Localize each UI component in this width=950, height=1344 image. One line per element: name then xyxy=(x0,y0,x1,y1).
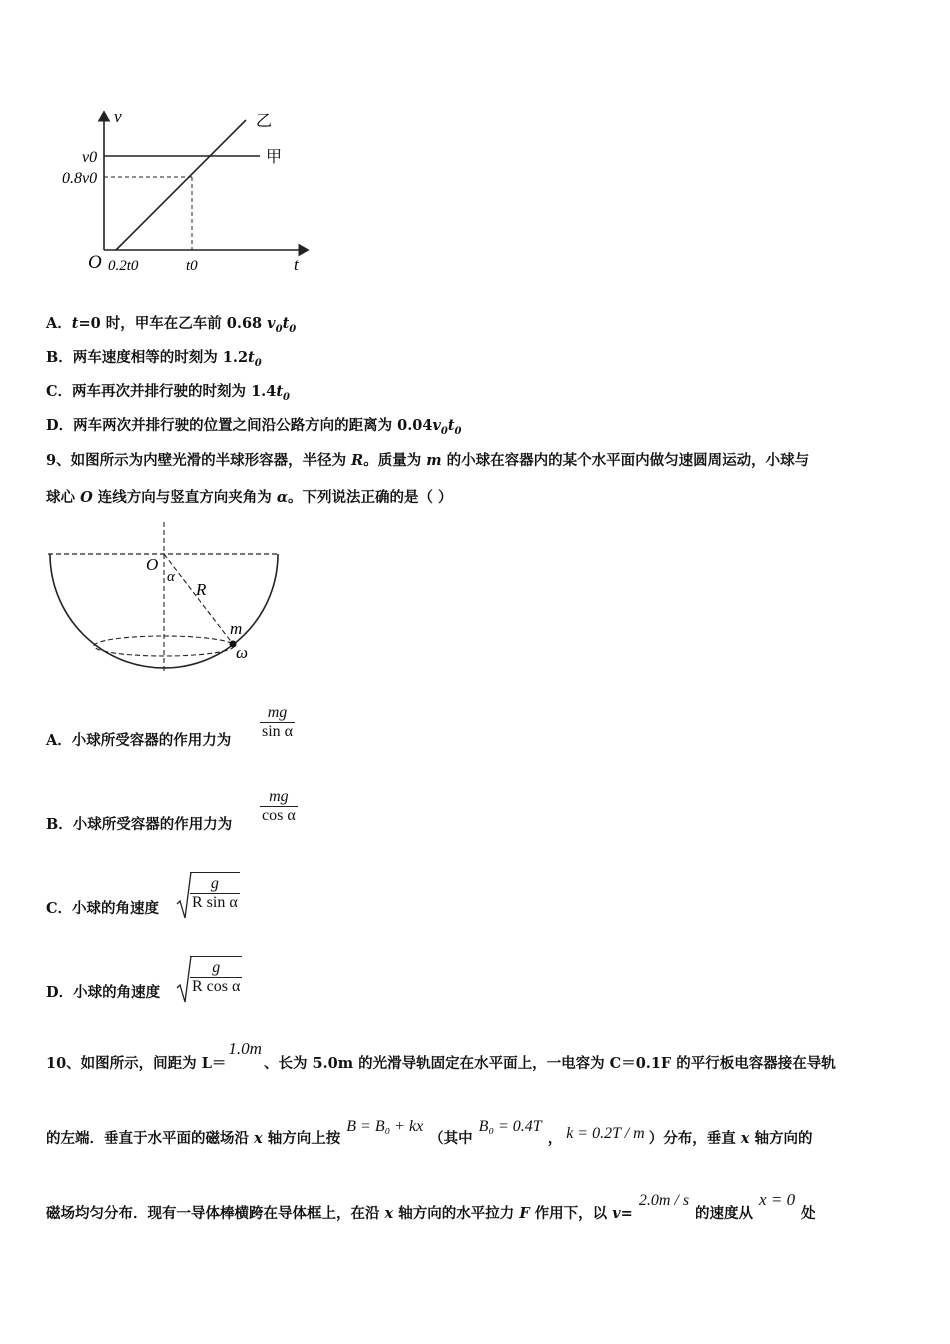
r-label: R xyxy=(196,580,207,599)
q9-stem-line2: 球心 O 连线方向与竖直方向夹角为 α。下列说法正确的是（ ） xyxy=(46,489,453,506)
omega-label: ω xyxy=(236,643,249,662)
q9-option-d: D．小球的角速度 xyxy=(46,984,161,1001)
q10-line3: 磁场均匀分布．现有一导体棒横跨在导体框上，在沿 x 轴方向的水平拉力 F 作用下，以 v=2.0m / s的速度从x = 0处 xyxy=(46,1190,816,1222)
q9-option-b: B．小球所受容器的作用力为 xyxy=(46,816,233,833)
q9-d-fraction: g R cos α xyxy=(190,956,242,996)
q8-option-a: A．t=0 时，甲车在乙车前 0.68 $v_0t_0$ xyxy=(46,315,297,335)
q10-line2: 的左端．垂直于水平面的磁场沿 x 轴方向上按B = B₀ + kx（其中B₀ = 0.4T， k = 0.2T / m ）分布，垂直 x 轴方向的 xyxy=(46,1118,813,1147)
q9-stem-line1: 9、如图所示为内壁光滑的半球形容器，半径为 R。质量为 m 的小球在容器内的某个水平面内做匀速圆周运动，小球与 xyxy=(46,452,810,469)
radius-line xyxy=(164,554,233,644)
q9-a-fraction: mg sin α xyxy=(262,704,294,740)
x-axis-label: t xyxy=(294,255,299,274)
y-axis-label: v xyxy=(114,107,122,126)
q9-c-fraction: g R sin α xyxy=(190,872,240,912)
q8-option-c: C．两车再次并排行驶的时刻为 $1.4t_0$ xyxy=(46,383,290,403)
jia-label: 甲 xyxy=(266,147,283,166)
t0-label: t0 xyxy=(186,258,198,274)
q8-option-d: D．两车两次并排行驶的位置之间沿公路方向的距离为 $0.04v_0t_0$ xyxy=(46,417,462,437)
q8-vt-graph xyxy=(62,100,320,280)
q9-option-a: A．小球所受容器的作用力为 xyxy=(46,732,232,749)
q9-option-c: C．小球的角速度 xyxy=(46,900,160,917)
02t0-label: 0.2t0 xyxy=(108,258,139,274)
yi-line xyxy=(116,120,246,250)
08v0-label: 0.8v0 xyxy=(62,170,98,187)
m-label: m xyxy=(230,619,243,638)
v0-label: v0 xyxy=(82,149,98,166)
yi-label: 乙 xyxy=(256,111,273,130)
o-label: O xyxy=(146,555,159,574)
origin-label: O xyxy=(88,252,102,273)
q10-line1: 10、如图所示，间距为 L＝1.0m、长为 5.0m 的光滑导轨固定在水平面上，一电容为 C＝0.1F 的平行板电容器接在导轨 xyxy=(46,1039,836,1072)
q8-option-b: B．两车速度相等的时刻为 $1.2t_0$ xyxy=(46,349,262,369)
q9-bowl-figure xyxy=(40,518,300,678)
q9-b-fraction: mg cos α xyxy=(262,788,296,824)
alpha-label: α xyxy=(167,569,175,585)
